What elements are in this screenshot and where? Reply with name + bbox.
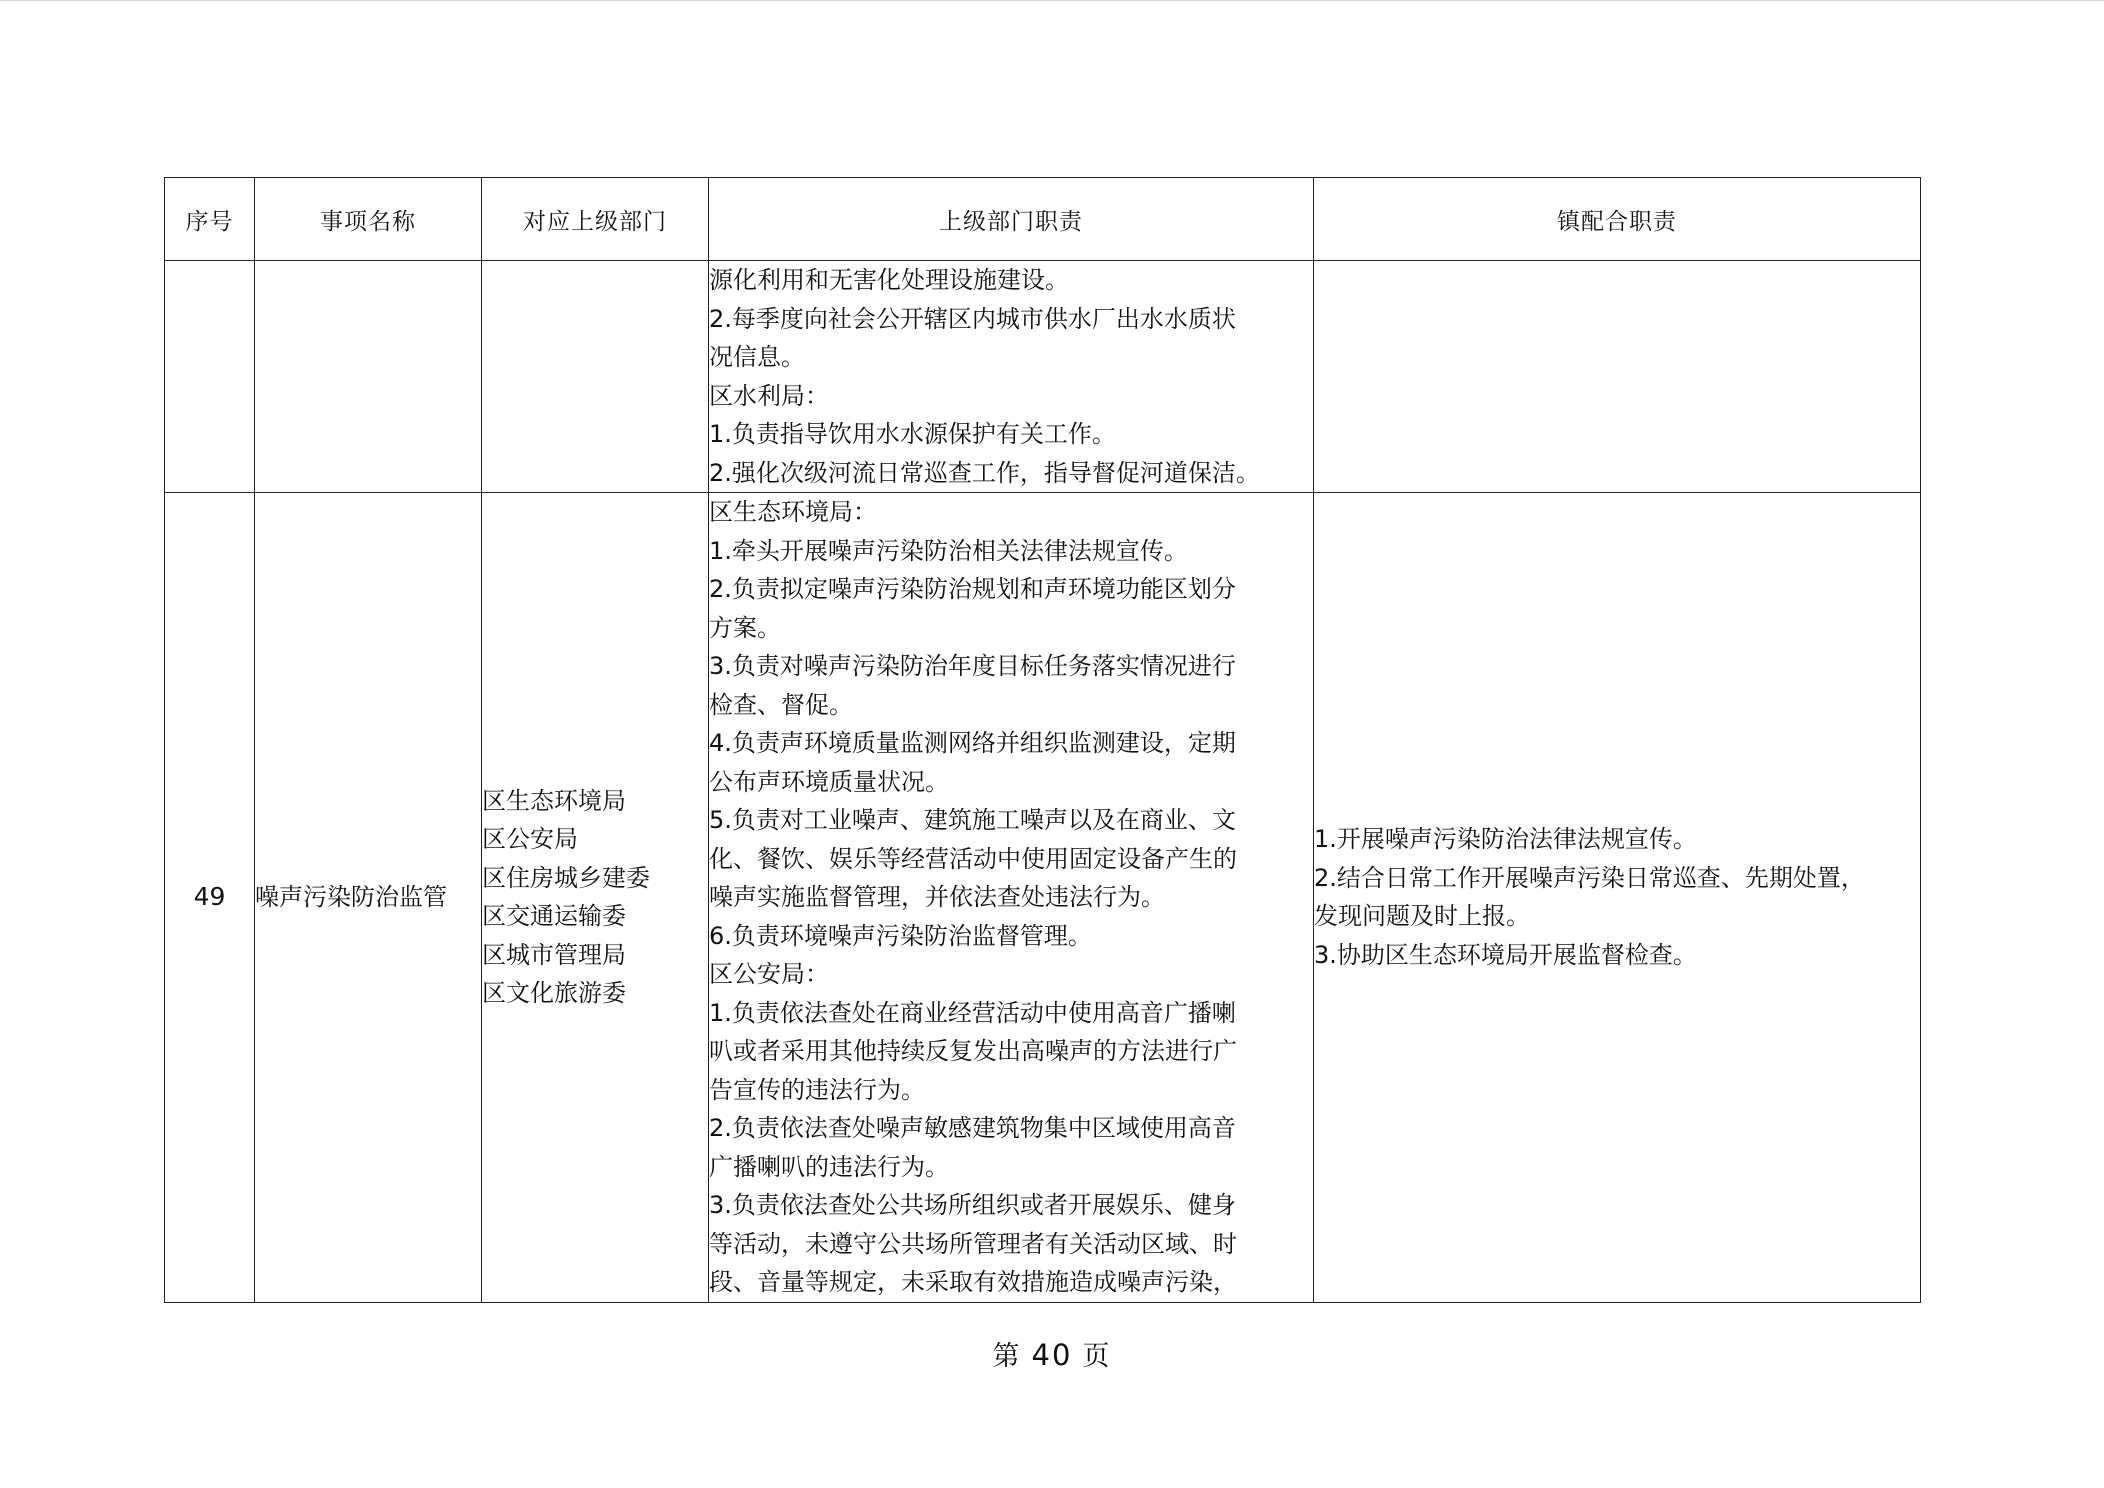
- dept-item: 区住房城乡建委: [482, 863, 650, 892]
- duty-line: 2.强化次级河流日常巡查工作，指导督促河道保洁。: [709, 458, 1260, 487]
- duty-table: [164, 177, 1921, 1303]
- duty-line: 3.负责依法查处公共场所组织或者开展娱乐、健身: [709, 1191, 1236, 1219]
- duty-line: 况信息。: [709, 343, 805, 371]
- row-town-duties: [1314, 493, 1921, 1303]
- duty-line: 1.负责依法查处在商业经营活动中使用高音广播喇: [709, 998, 1236, 1027]
- row-item-name: 噪声污染防治监管: [255, 493, 482, 1303]
- duty-line: 4.负责声环境质量监测网络并组织监测建设，定期: [709, 729, 1236, 757]
- town-duty-line: 发现问题及时上报。: [1314, 902, 1530, 931]
- duty-line: 检查、督促。: [709, 690, 853, 719]
- duty-line: 叭或者采用其他持续反复发出高噪声的方法进行广: [709, 1037, 1237, 1065]
- page-footer: [0, 1334, 2104, 1373]
- cont-seq-cell: [165, 261, 255, 493]
- duty-line: 公布声环境质量状况。: [709, 767, 949, 796]
- town-duty-line: 3.协助区生态环境局开展监督检查。: [1314, 940, 1697, 969]
- duty-line: 1.牵头开展噪声污染防治相关法律法规宣传。: [709, 536, 1188, 565]
- duty-line: 区水利局：: [709, 381, 829, 410]
- dept-item: 区交通运输委: [482, 902, 626, 931]
- header-town-duties: 镇配合职责: [1314, 178, 1921, 261]
- duty-line: 2.负责依法查处噪声敏感建筑物集中区域使用高音: [709, 1114, 1236, 1142]
- duty-line: 区生态环境局：: [709, 498, 877, 526]
- table-header: [165, 178, 1921, 261]
- duty-line: 5.负责对工业噪声、建筑施工噪声以及在商业、文: [709, 806, 1236, 834]
- duty-line: 告宣传的违法行为。: [709, 1075, 925, 1104]
- header-item-name: 事项名称: [255, 178, 482, 261]
- cont-dept-cell: [482, 261, 709, 493]
- row-seq-number: 49: [165, 493, 255, 1303]
- header-upper-dept: 对应上级部门: [482, 178, 709, 261]
- dept-item: 区城市管理局: [482, 940, 626, 969]
- duty-line: 1.负责指导饮用水水源保护有关工作。: [709, 420, 1116, 448]
- page-number: 40: [1031, 1338, 1073, 1372]
- page-prefix: 第: [992, 1341, 1022, 1372]
- duty-line: 2.负责拟定噪声污染防治规划和声环境功能区划分: [709, 575, 1236, 603]
- duty-line: 区公安局：: [709, 960, 829, 988]
- duty-line: 化、餐饮、娱乐等经营活动中使用固定设备产生的: [709, 844, 1237, 873]
- duty-line: 源化利用和无害化处理设施建设。: [709, 266, 1069, 294]
- table-row-49: [165, 493, 1921, 1303]
- dept-item: 区生态环境局: [482, 786, 626, 815]
- duty-line: 段、音量等规定，未采取有效措施造成噪声污染，: [709, 1268, 1237, 1296]
- row-upper-duties: [709, 493, 1314, 1303]
- town-duty-line: 2.结合日常工作开展噪声污染日常巡查、先期处置，: [1314, 863, 1865, 892]
- duty-line: 等活动，未遵守公共场所管理者有关活动区域、时: [709, 1229, 1237, 1258]
- duty-line: 2.每季度向社会公开辖区内城市供水厂出水水质状: [709, 304, 1236, 333]
- cont-town-duties-cell: [1314, 261, 1921, 493]
- town-duty-line: 1.开展噪声污染防治法律法规宣传。: [1314, 825, 1697, 854]
- page-top-rule: [0, 0, 2104, 1]
- duty-line: 广播喇叭的违法行为。: [709, 1152, 949, 1181]
- table-row-continued: [165, 261, 1921, 493]
- dept-item: 区公安局: [482, 825, 578, 854]
- duty-line: 3.负责对噪声污染防治年度目标任务落实情况进行: [709, 652, 1236, 680]
- duty-line: 噪声实施监督管理，并依法查处违法行为。: [709, 883, 1165, 911]
- cont-upper-duties-cell: [709, 261, 1314, 493]
- header-seq: 序号: [165, 178, 255, 261]
- header-upper-duties: 上级部门职责: [709, 178, 1314, 261]
- duty-line: 6.负责环境噪声污染防治监督管理。: [709, 921, 1092, 950]
- dept-item: 区文化旅游委: [482, 979, 626, 1008]
- page-suffix: 页: [1082, 1341, 1112, 1372]
- duty-line: 方案。: [709, 613, 781, 642]
- header-row: [165, 178, 1921, 261]
- cont-name-cell: [255, 261, 482, 493]
- row-dept-list: [482, 493, 709, 1303]
